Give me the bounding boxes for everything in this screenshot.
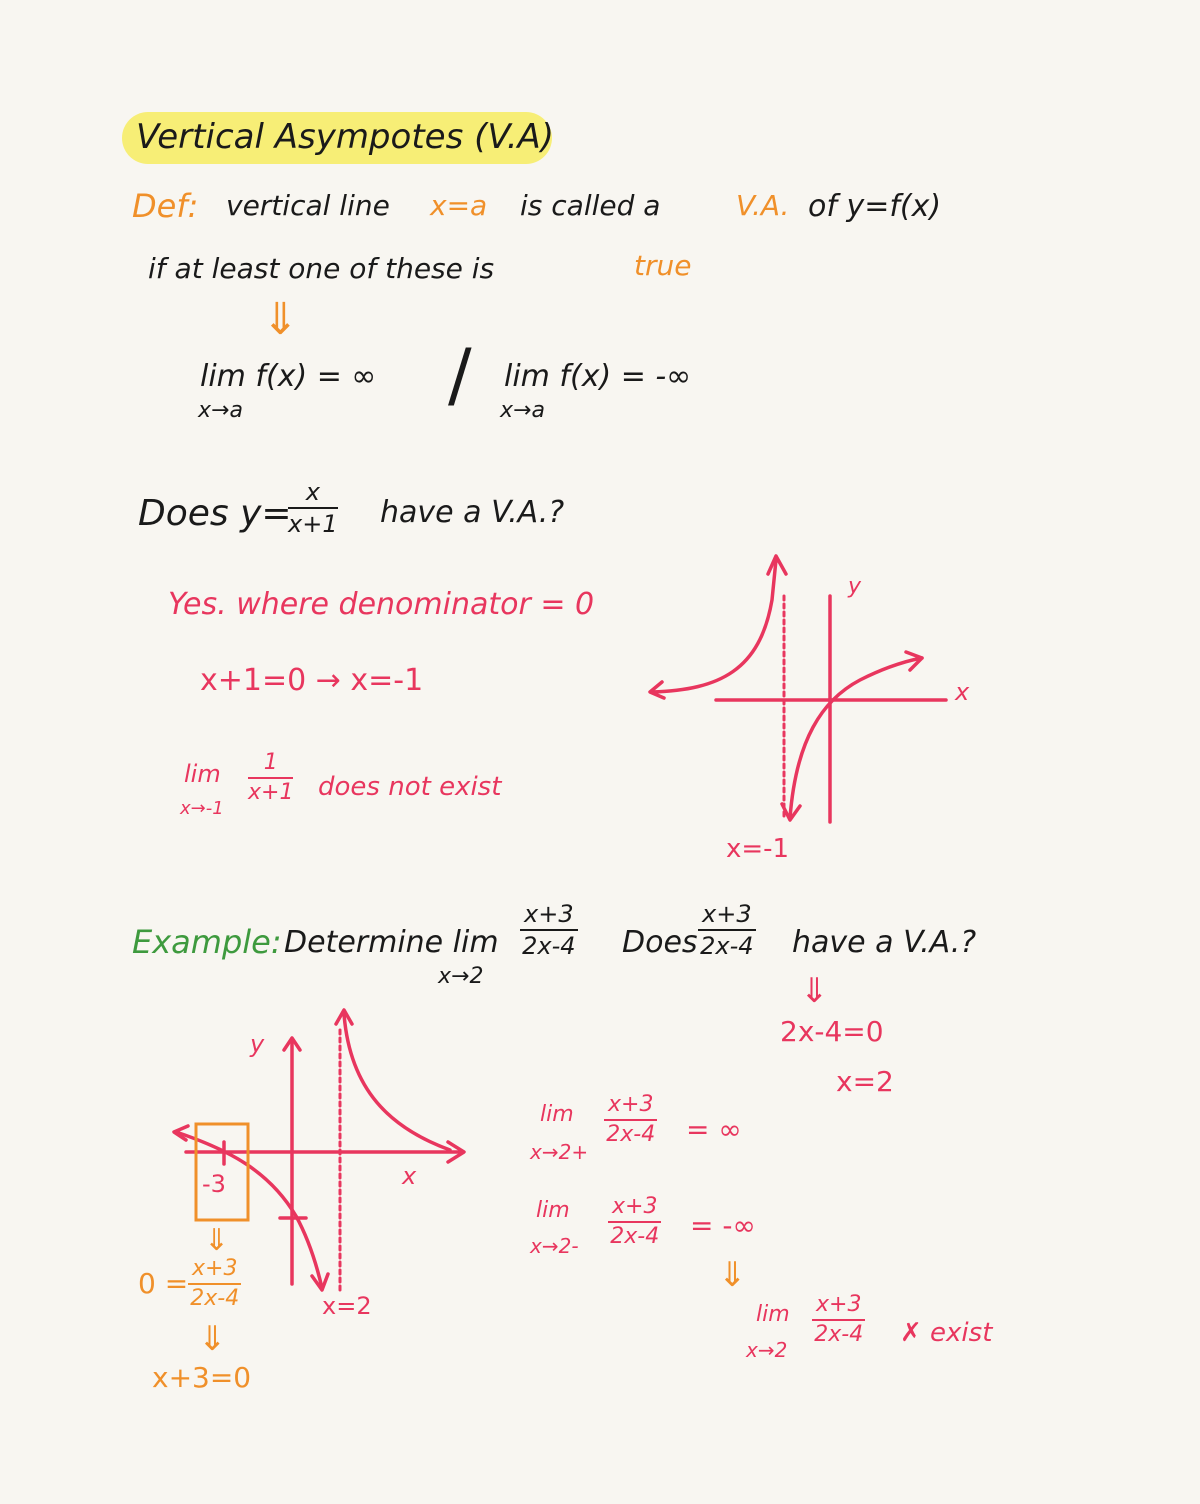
example-label: Example: [132, 923, 282, 961]
a1-denominator: x+1 [248, 780, 294, 805]
example-denominator-2: 2x-4 [700, 932, 754, 960]
lim-a-sub: x→2+ [530, 1140, 589, 1164]
q1-rest: have a V.A.? [380, 495, 565, 530]
def-label: Def: [132, 187, 199, 225]
def-true: true [634, 249, 692, 282]
limit-neg-infinity: lim f(x) = -∞ [504, 359, 692, 394]
example-lim-sub: x→2 [438, 964, 484, 989]
def-text-b: is called a [520, 189, 661, 222]
lim-a-denominator: 2x-4 [606, 1122, 656, 1147]
lim-b-result: = -∞ [690, 1209, 756, 1242]
graph1-right-branch [790, 658, 922, 818]
a1-equation: x+1=0 → x=-1 [200, 663, 424, 698]
example-numerator-1: x+3 [520, 902, 578, 931]
example-does: Does [622, 925, 698, 960]
limit-infinity-sub: x→a [198, 398, 243, 423]
zero-arrow-icon: ⇓ [204, 1223, 230, 1258]
slash-divider: / [448, 334, 472, 416]
graph2-root-box [196, 1124, 248, 1220]
lim-a-numerator: x+3 [604, 1094, 657, 1121]
graph2-right-branch [344, 1014, 450, 1150]
graph2-x-label: x [402, 1162, 417, 1190]
def-va: V.A. [736, 189, 790, 222]
lim-b-sub: x→2- [530, 1234, 579, 1258]
graph2-asymptote-label: x=2 [322, 1292, 372, 1320]
graph1-y-label: y [848, 574, 862, 599]
def-line2: if at least one of these is [148, 252, 495, 285]
def-x-eq-a: x=a [430, 189, 488, 222]
graph1-x-label: x [955, 678, 970, 706]
zero-numerator: x+3 [188, 1258, 241, 1285]
lim-a-result: = ∞ [686, 1113, 742, 1146]
graph2-point-label: -3 [202, 1170, 226, 1198]
graph2-y-label: y [250, 1030, 265, 1058]
limit-neg-infinity-sub: x→a [500, 398, 545, 423]
q1-denominator: x+1 [288, 510, 338, 538]
solve-arrow-icon: ⇓ [800, 971, 829, 1011]
a1-lim-sub: x→-1 [180, 798, 224, 819]
zero-equals: 0 = [138, 1267, 189, 1300]
lim-c-result: ✗ exist [900, 1318, 993, 1348]
zero-equation: x+3=0 [152, 1361, 252, 1394]
zero-denominator: 2x-4 [190, 1286, 240, 1311]
a1-lim: lim [184, 760, 221, 788]
q1-does: Does y= [138, 493, 292, 534]
def-text-a: vertical line [226, 189, 390, 222]
lim-b-numerator: x+3 [608, 1196, 661, 1223]
a1-rest: does not exist [318, 772, 502, 802]
limits-arrow-icon: ⇓ [718, 1255, 747, 1295]
lim-c-numerator: x+3 [812, 1294, 865, 1321]
graph2 [174, 1010, 464, 1290]
lim-c-denominator: 2x-4 [814, 1322, 864, 1347]
a1-yes: Yes. where denominator = 0 [168, 587, 595, 622]
q1-numerator: x [288, 480, 338, 509]
limit-infinity: lim f(x) = ∞ [200, 359, 377, 394]
lim-b-denominator: 2x-4 [610, 1224, 660, 1249]
graph1-asymptote-label: x=-1 [726, 834, 790, 864]
page-title: Vertical Asympotes (V.A) [136, 117, 555, 157]
example-rest: have a V.A.? [792, 925, 977, 960]
lim-c: lim [756, 1302, 790, 1327]
lim-a: lim [540, 1102, 574, 1127]
example-determine: Determine lim [284, 925, 499, 960]
zero-arrow-icon-2: ⇓ [198, 1319, 227, 1359]
lim-c-sub: x→2 [746, 1338, 788, 1362]
graph1 [650, 556, 946, 822]
a1-numerator: 1 [248, 752, 293, 779]
graph1-left-branch [652, 560, 776, 692]
example-denominator-1: 2x-4 [522, 932, 576, 960]
down-arrow-icon: ⇓ [262, 294, 299, 345]
solve-eq2: x=2 [836, 1065, 894, 1098]
lim-b: lim [536, 1198, 570, 1223]
def-text-c: of y=f(x) [808, 189, 942, 224]
solve-eq1: 2x-4=0 [780, 1015, 884, 1048]
example-numerator-2: x+3 [698, 902, 756, 931]
